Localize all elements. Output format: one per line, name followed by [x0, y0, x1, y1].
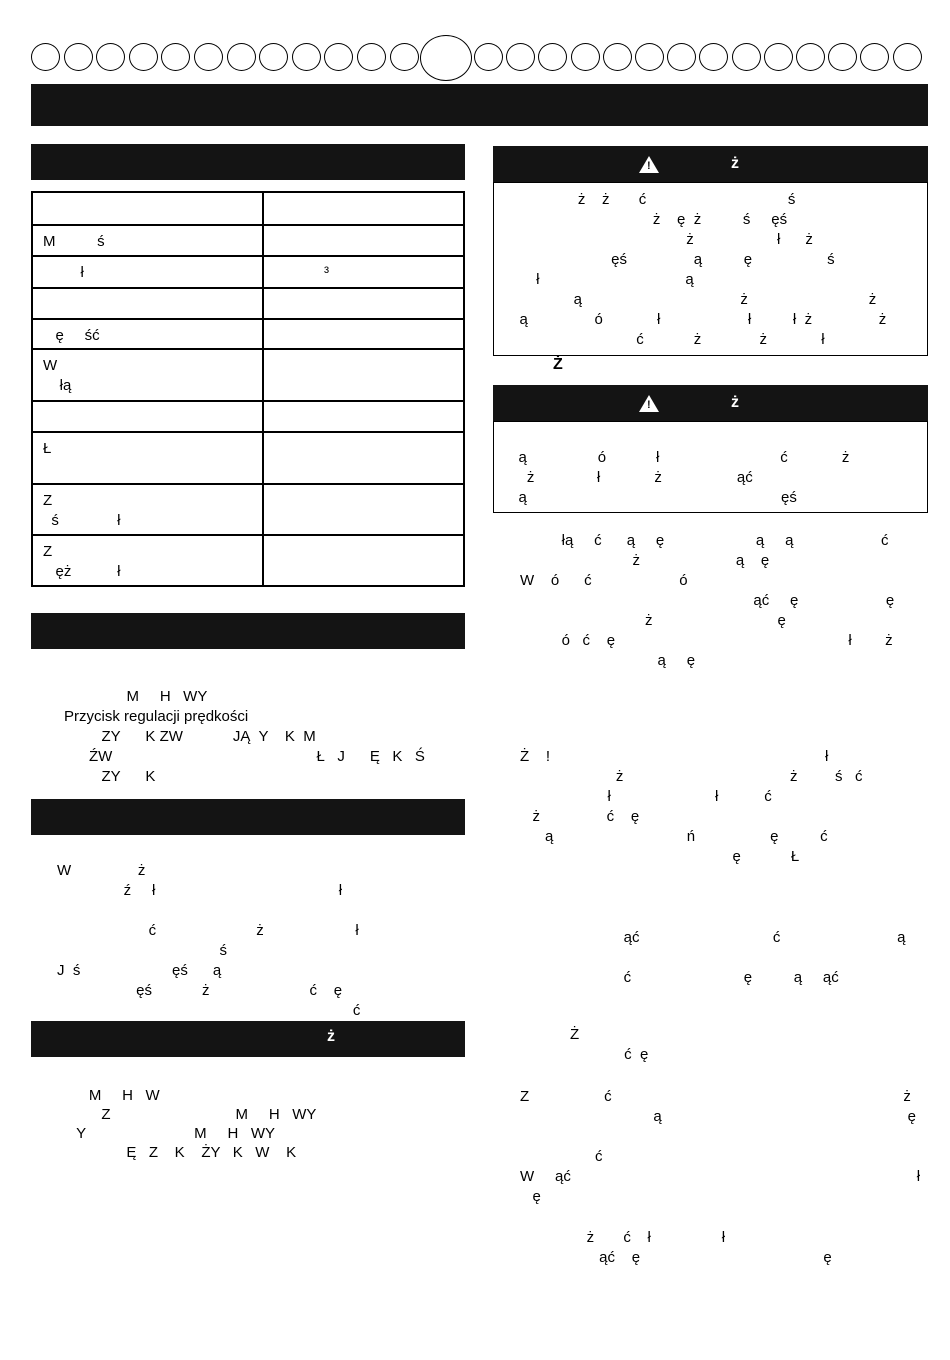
text-line: ż ć ę [520, 808, 640, 825]
language-circle [96, 43, 125, 71]
text-line: ąć ę ę [520, 1249, 832, 1266]
section-header-specifications [31, 144, 465, 180]
text-line: ą ż ż [507, 291, 877, 308]
language-circle [538, 43, 567, 71]
language-circle [64, 43, 93, 71]
text-line: ź ł ł [57, 882, 343, 899]
language-circle [828, 43, 857, 71]
text-line: ż ę [520, 612, 786, 629]
text-line: ż ż ś ć [520, 768, 863, 785]
language-circle [129, 43, 158, 71]
spec-value [263, 432, 464, 484]
language-circle [324, 43, 353, 71]
text-line: ę [520, 1188, 541, 1205]
text-line: łą ć ą ę ą ą ć [520, 532, 889, 549]
text-line: ęś ą ę ś [507, 251, 835, 268]
spec-label [32, 192, 263, 225]
spec-label: ę ść [32, 319, 263, 349]
text-line: ą ó ł ć ż [506, 449, 850, 466]
spec-label: Z ś ł [32, 484, 263, 535]
warning-triangle-icon: ! [639, 156, 659, 173]
text-line: ś [57, 942, 228, 959]
text-line: ą ęś [506, 489, 797, 506]
text-line: Z ć ż [520, 1088, 911, 1105]
spec-value [263, 225, 464, 256]
language-circle [571, 43, 600, 71]
text-line: ż ę ż ś ęś [507, 211, 788, 228]
spec-value [263, 401, 464, 432]
text-line: Z M H WY [68, 1106, 317, 1123]
section-title: ż [327, 1028, 335, 1045]
language-circle [292, 43, 321, 71]
text-line: ć ż ł [57, 922, 359, 939]
warning-header-2 [493, 385, 928, 421]
spec-row [32, 484, 464, 535]
text-line: ż ż ć ś [507, 191, 796, 208]
language-circle [796, 43, 825, 71]
spec-label: W łą [32, 349, 263, 401]
warning-title: ż [731, 394, 739, 411]
spec-value [263, 535, 464, 586]
text-line: W ż [57, 862, 146, 879]
text-line: ł ą [507, 271, 694, 288]
spec-label: ł [32, 256, 263, 288]
spec-label [32, 401, 263, 432]
section-header-parts [31, 613, 465, 649]
spec-row [32, 256, 464, 288]
text-line: ć ę ą ąć [557, 969, 839, 986]
section-header-usage [31, 799, 465, 835]
language-circle [259, 43, 288, 71]
text-line: Y M H WY [68, 1125, 275, 1142]
language-circle [732, 43, 761, 71]
language-circle [603, 43, 632, 71]
text-line: ą ń ę ć [520, 828, 828, 845]
spec-row [32, 192, 464, 225]
text-line: Ż [520, 1026, 580, 1043]
spec-label: Z ęż ł [32, 535, 263, 586]
language-circle [31, 43, 60, 71]
language-circle [667, 43, 696, 71]
text-line: ż ą ę [520, 552, 770, 569]
text-line: ZY K [64, 768, 156, 785]
text-line: ą ę [520, 1108, 916, 1125]
text-line: ą ę [520, 652, 696, 669]
warning-after: Ż [553, 356, 563, 373]
section-header-operation [31, 1021, 465, 1057]
text-line: M H W [68, 1087, 160, 1104]
spec-value [263, 319, 464, 349]
language-circle [764, 43, 793, 71]
text-line: ąć ę ę [520, 592, 895, 609]
text-line: ZY K ZW JĄ Y K M [64, 728, 316, 745]
language-circle [860, 43, 889, 71]
spec-row [32, 288, 464, 319]
text-line: Przycisk regulacji prędkości [64, 708, 249, 725]
warning-triangle-icon: ! [639, 395, 659, 412]
spec-row [32, 225, 464, 256]
language-circle [474, 43, 503, 71]
spec-row [32, 319, 464, 349]
text-line: W ó ć ó [520, 572, 688, 589]
text-line: ŹW Ł J Ę K Ś [64, 748, 425, 765]
text-line: ł ł ć [520, 788, 772, 805]
spec-value [263, 288, 464, 319]
text-line: ą ó ł ł ł ż ż [507, 311, 887, 328]
text-line: Ż ! ł [520, 748, 829, 765]
text-line: ć [57, 1002, 361, 1019]
text-line: M H WY [64, 688, 208, 705]
language-circle [635, 43, 664, 71]
spec-label: Ł [32, 432, 263, 484]
warning-header-1 [493, 146, 928, 182]
text-line: ę Ł [520, 848, 800, 865]
spec-row [32, 535, 464, 586]
language-circle [357, 43, 386, 71]
warning-title: ż [731, 155, 739, 172]
spec-label [32, 288, 263, 319]
spec-row [32, 432, 464, 484]
text-line: Ę Z K ŻY K W K [68, 1144, 297, 1161]
language-circle [194, 43, 223, 71]
spec-table [31, 191, 465, 587]
language-circle [506, 43, 535, 71]
text-line: ć ż ż ł [507, 331, 825, 348]
language-circle [161, 43, 190, 71]
text-line: ć [520, 1148, 603, 1165]
text-line: ż ł ż [507, 231, 813, 248]
spec-label: M ś [32, 225, 263, 256]
spec-value [263, 484, 464, 535]
language-circle [390, 43, 419, 71]
language-circle [893, 43, 922, 71]
text-line: J ś ęś ą [57, 962, 222, 979]
spec-value [263, 349, 464, 401]
language-circle [420, 35, 472, 81]
text-line: W ąć ł [520, 1168, 921, 1185]
text-line: ć ę [520, 1046, 649, 1063]
language-circle [699, 43, 728, 71]
spec-value [263, 192, 464, 225]
text-line: ż ć ł ł [520, 1229, 726, 1246]
spec-row [32, 349, 464, 401]
text-line: ąć ć ą [557, 929, 906, 946]
language-circle [227, 43, 256, 71]
spec-value: ³ [263, 256, 464, 288]
text-line: ż ł ż ąć [506, 469, 753, 486]
page-title-bar [31, 84, 928, 126]
text-line: ęś ż ć ę [57, 982, 343, 999]
spec-row [32, 401, 464, 432]
text-line: ó ć ę ł ż [520, 632, 893, 649]
